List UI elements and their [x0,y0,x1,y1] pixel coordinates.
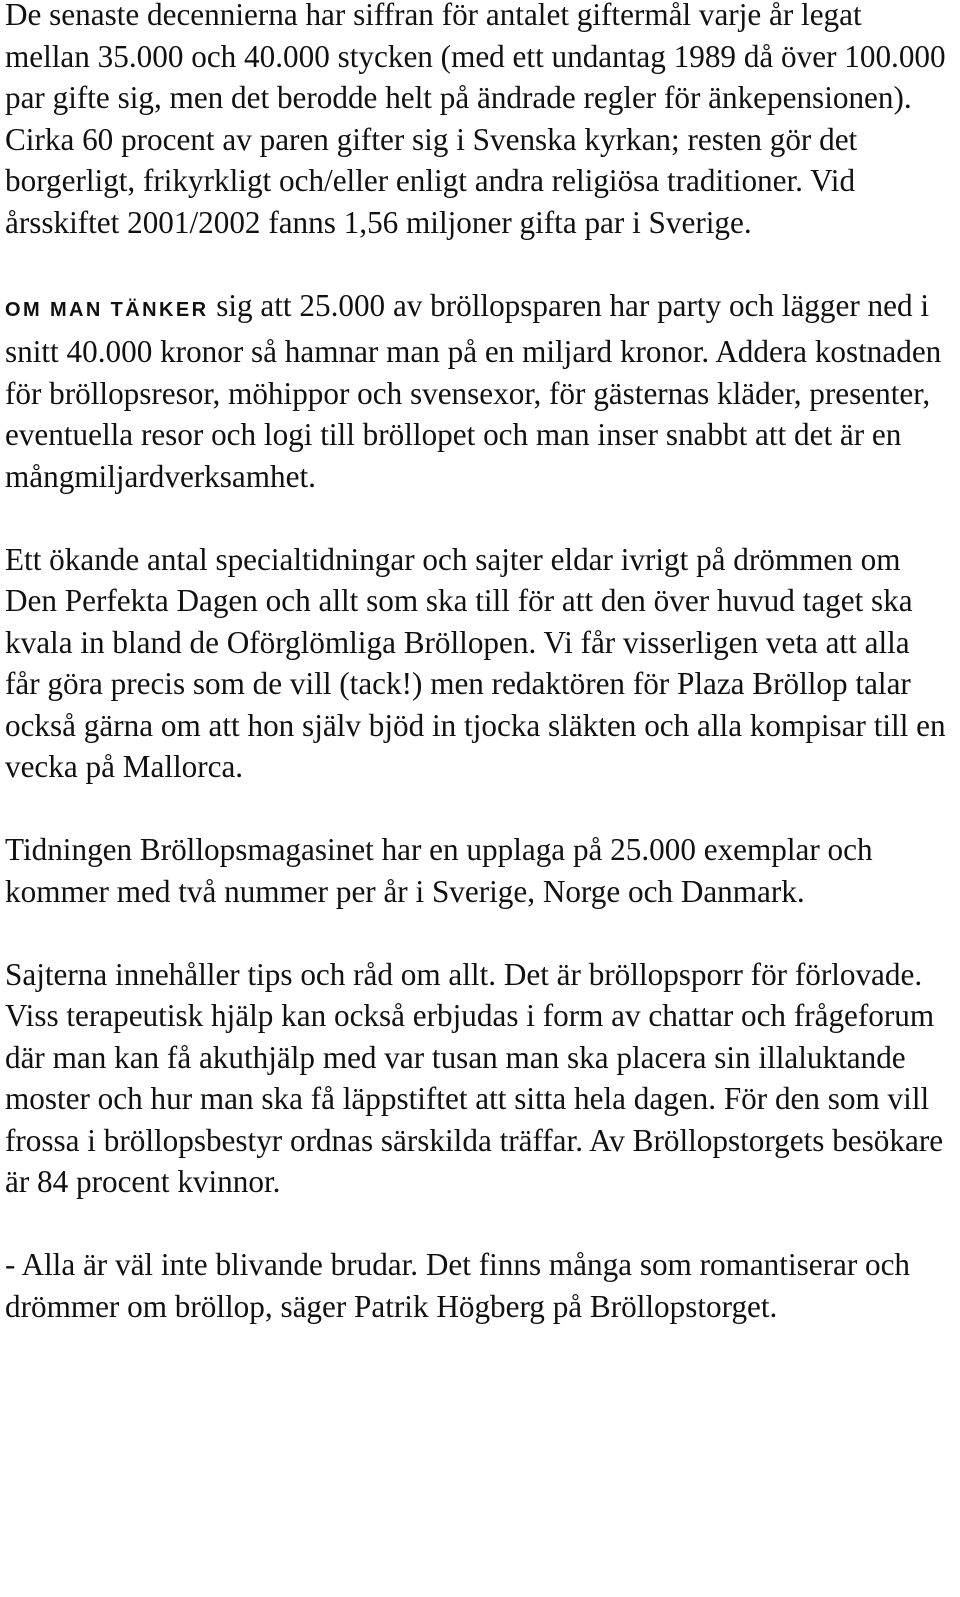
paragraph-text: Ett ökande antal specialtidningar och sajter eldar ivrigt på drömmen om Den Perfekta Dagen och allt som ska till för att den över huvud taget ska kvala in bland de Oförglömliga Bröllopen. Vi får visserligen veta att alla får göra precis som de vill (tack!) men redaktören för Plaza Bröllop talar också gärna om att hon själv bjöd in tjocka släkten och alla kompisar till en vecka på Mallorca. [5,541,946,784]
paragraph-text: Sajterna innehåller tips och råd om allt. Det är bröllopsporr för förlovade. Viss terapeutisk hjälp kan också erbjudas i form av chattar och frågeforum där man kan få akuthjälp med var tusan man ska placera sin illaluktande moster och hur man ska få läppstiftet att sitta hela dagen. För den som vill frossa i bröllopsbestyr ordnas särskilda träffar. Av Bröllopstorgets besökare är 84 procent kvinnor. [5,956,944,1199]
paragraph-text: sig att 25.000 av bröllopsparen har party och lägger ned i snitt 40.000 kronor så hamnar man på en miljard kronor. Addera kostnaden för bröllopsresor, möhippor och svensexor, för gästernas kläder, presenter, eventuella resor och logi till bröllopet och man inser snabbt att det är en mångmiljardverksamhet. [5,287,942,494]
paragraph-lead-in: OM MAN TÄNKER [5,298,209,321]
paragraph-text: De senaste decennierna har siffran för antalet giftermål varje år legat mellan 35.000 och 40.000 stycken (med ett undantag 1989 då över 100.000 par gifte sig, men det berodde helt på ändrade regler för änkepensionen). Cirka 60 procent av paren gifter sig i Svenska kyrkan; resten gör det borgerligt, frikyrkligt och/eller enligt andra religiösa traditioner. Vid årsskiftet 2001/2002 fanns 1,56 miljoner gifta par i Sverige. [5,0,946,240]
paragraph-brollopsmagasinet [5,829,948,912]
paragraph-text: - Alla är väl inte blivande brudar. Det finns många som romantiserar och drömmer om bröllop, säger Patrik Högberg på Bröllopstorget. [5,1247,911,1324]
paragraph-websites [5,954,948,1203]
paragraph-marriage-statistics [5,0,948,243]
paragraph-wedding-costs [5,285,948,498]
paragraph-quote [5,1244,948,1327]
paragraph-special-magazines [5,539,948,788]
paragraph-text: Tidningen Bröllopsmagasinet har en upplaga på 25.000 exemplar och kommer med två nummer per år i Sverige, Norge och Danmark. [5,832,873,909]
